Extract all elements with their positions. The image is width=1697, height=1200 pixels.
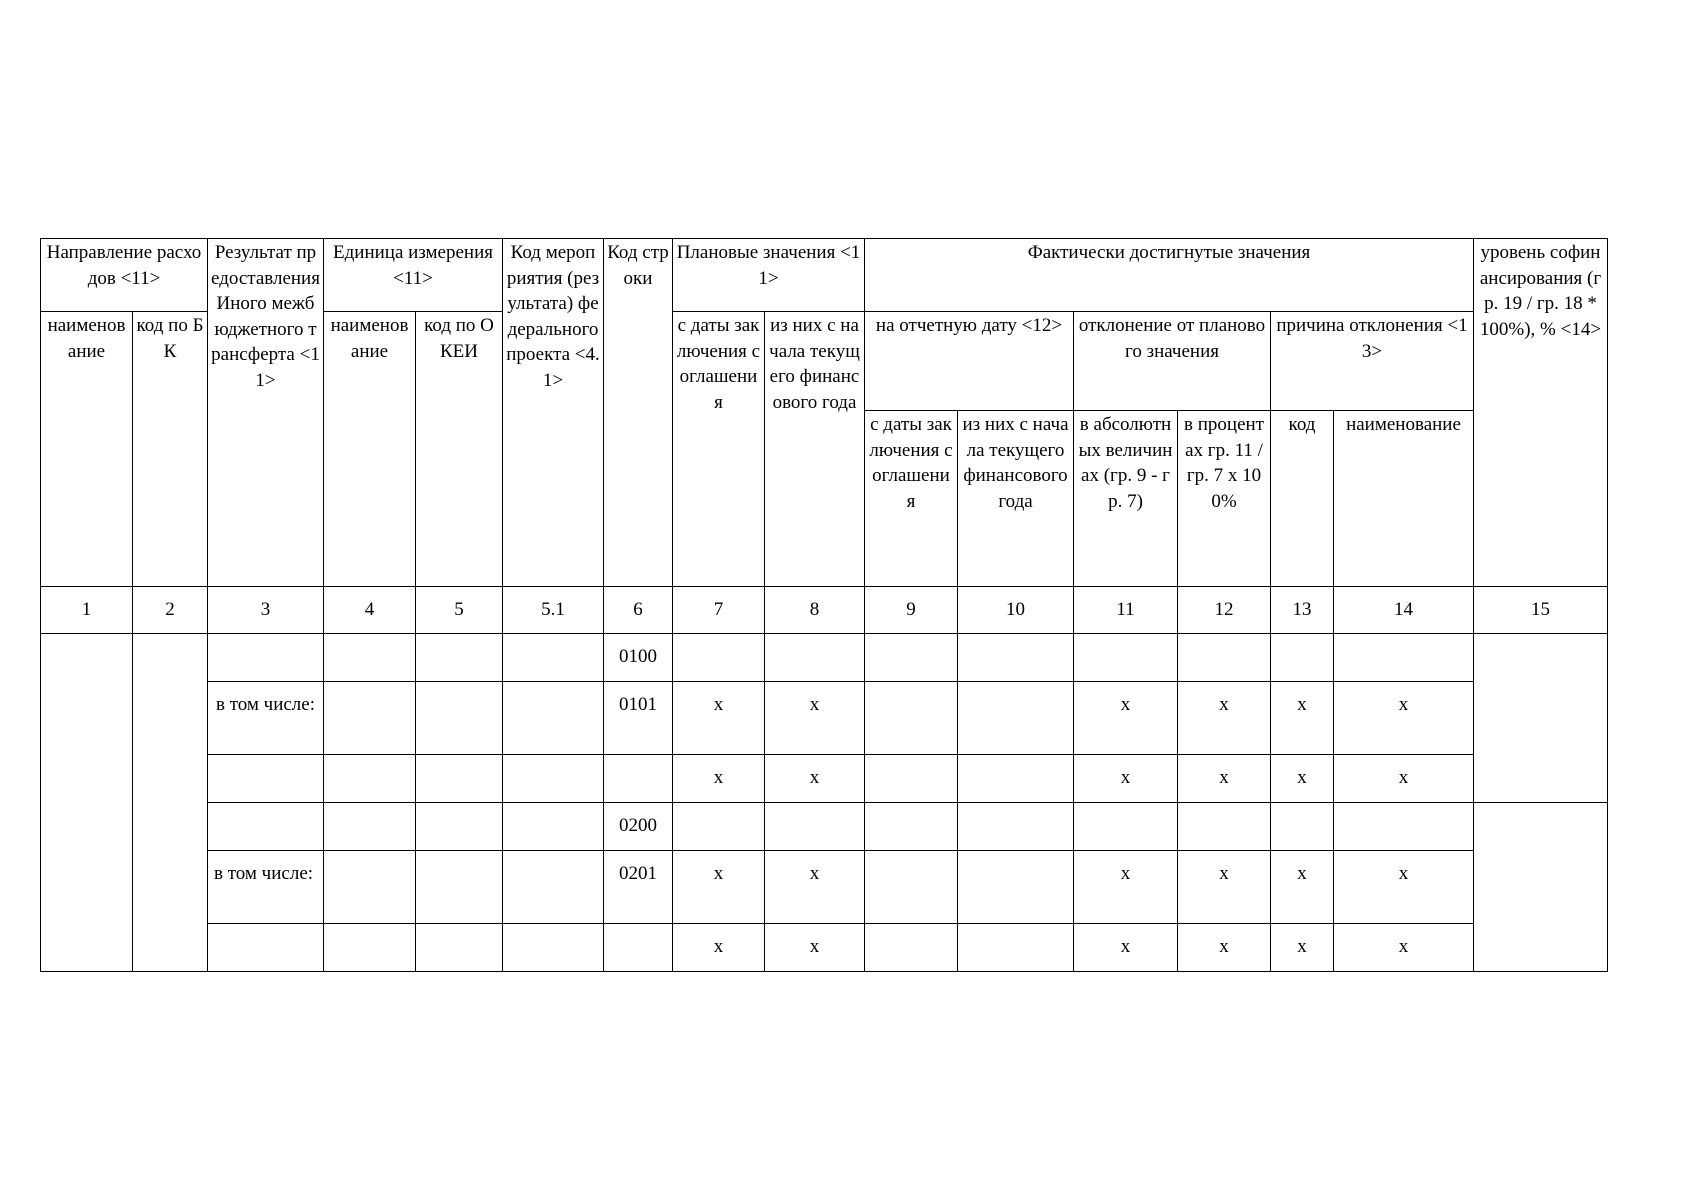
header-otklonenie: отклонение от планового значения xyxy=(1074,312,1271,411)
cell-plan-s-daty: x xyxy=(673,851,765,924)
header-edinica-okei: код по ОКЕИ xyxy=(416,312,503,587)
column-number: 7 xyxy=(673,587,765,634)
cell-kod-bk xyxy=(133,634,208,972)
cell-plan-s-daty: x xyxy=(673,755,765,803)
cell-edinica-naim xyxy=(324,634,416,682)
header-plan-s-daty: с даты заключения соглашения xyxy=(673,312,765,587)
header-kod-bk: код по БК xyxy=(133,312,208,587)
cell-fakt-s-daty xyxy=(865,803,958,851)
cell-prichina-naim: x xyxy=(1334,755,1474,803)
cell-prichina-kod: x xyxy=(1271,924,1334,972)
header-otkl-proc: в процентах гр. 11 / гр. 7 х 100% xyxy=(1178,411,1271,587)
cell-plan-s-daty xyxy=(673,634,765,682)
cell-kod-stroki: 0101 xyxy=(604,682,673,755)
cell-fakt-s-daty xyxy=(865,755,958,803)
column-number: 1 xyxy=(41,587,133,634)
column-number: 6 xyxy=(604,587,673,634)
cell-rezultat xyxy=(208,755,324,803)
header-plan-iz-nih: из них с начала текущего финансового года xyxy=(765,312,865,587)
cell-plan-iz-nih: x xyxy=(765,755,865,803)
header-edinica: Единица измерения <11> xyxy=(324,239,503,312)
cell-plan-s-daty: x xyxy=(673,682,765,755)
cell-edinica-naim xyxy=(324,682,416,755)
header-napravlenie: Направление расходов <11> xyxy=(41,239,208,312)
cell-edinica-okei xyxy=(416,924,503,972)
cell-edinica-naim xyxy=(324,851,416,924)
cell-rezultat xyxy=(208,634,324,682)
cell-plan-iz-nih: x xyxy=(765,682,865,755)
header-prichina-naim: наименование xyxy=(1334,411,1474,587)
column-number: 5.1 xyxy=(503,587,604,634)
cell-edinica-okei xyxy=(416,634,503,682)
header-fakticheski: Фактически достигнутые значения xyxy=(865,239,1474,312)
cell-otkl-abs: x xyxy=(1074,755,1178,803)
cell-fakt-iz-nih xyxy=(958,634,1074,682)
column-number-row xyxy=(41,587,1608,634)
table-row xyxy=(41,851,1608,924)
cell-otkl-proc: x xyxy=(1178,924,1271,972)
cell-kod-stroki: 0200 xyxy=(604,803,673,851)
cell-otkl-proc xyxy=(1178,803,1271,851)
cell-kod-stroki: 0100 xyxy=(604,634,673,682)
cell-edinica-okei xyxy=(416,803,503,851)
cell-rezultat: в том числе: xyxy=(208,682,324,755)
cell-edinica-naim xyxy=(324,803,416,851)
cell-prichina-naim: x xyxy=(1334,682,1474,755)
cell-plan-iz-nih: x xyxy=(765,851,865,924)
column-number: 13 xyxy=(1271,587,1334,634)
report-table xyxy=(40,238,1608,972)
cell-kod-stroki: 0201 xyxy=(604,851,673,924)
column-number: 12 xyxy=(1178,587,1271,634)
cell-fakt-s-daty xyxy=(865,851,958,924)
table-row xyxy=(41,634,1608,682)
cell-plan-s-daty: x xyxy=(673,924,765,972)
header-uroven: уровень софинансирования (гр. 19 / гр. 18 * 100%), % <14> xyxy=(1474,239,1608,587)
cell-naimenovanie xyxy=(41,634,133,972)
cell-fakt-s-daty xyxy=(865,682,958,755)
cell-fakt-s-daty xyxy=(865,924,958,972)
cell-kod-stroki xyxy=(604,924,673,972)
column-number: 5 xyxy=(416,587,503,634)
cell-plan-iz-nih xyxy=(765,803,865,851)
cell-prichina-naim xyxy=(1334,803,1474,851)
header-otkl-abs: в абсолютных величинах (гр. 9 - гр. 7) xyxy=(1074,411,1178,587)
table-row xyxy=(41,803,1608,851)
cell-prichina-kod: x xyxy=(1271,851,1334,924)
header-edinica-naim: наименование xyxy=(324,312,416,587)
cell-prichina-kod: x xyxy=(1271,682,1334,755)
header-fakt-s-daty: с даты заключения соглашения xyxy=(865,411,958,587)
header-row-1 xyxy=(41,239,1608,312)
column-number: 11 xyxy=(1074,587,1178,634)
header-prichina: причина отклонения <13> xyxy=(1271,312,1474,411)
cell-fakt-iz-nih xyxy=(958,803,1074,851)
column-number: 4 xyxy=(324,587,416,634)
column-number: 15 xyxy=(1474,587,1608,634)
cell-fakt-iz-nih xyxy=(958,851,1074,924)
cell-rezultat xyxy=(208,803,324,851)
cell-prichina-kod xyxy=(1271,803,1334,851)
header-rezultat: Результат предоставления Иного межбюджетного трансферта <11> xyxy=(208,239,324,587)
cell-fakt-iz-nih xyxy=(958,755,1074,803)
cell-kod-meropriyatiya xyxy=(503,755,604,803)
cell-plan-iz-nih: x xyxy=(765,924,865,972)
column-number: 8 xyxy=(765,587,865,634)
header-fakt-iz-nih: из них с начала текущего финансового года xyxy=(958,411,1074,587)
cell-uroven xyxy=(1474,634,1608,803)
cell-otkl-abs xyxy=(1074,634,1178,682)
cell-otkl-proc xyxy=(1178,634,1271,682)
table-row xyxy=(41,755,1608,803)
cell-otkl-proc: x xyxy=(1178,851,1271,924)
header-planovye: Плановые значения <11> xyxy=(673,239,865,312)
cell-edinica-okei xyxy=(416,682,503,755)
cell-edinica-naim xyxy=(324,924,416,972)
column-number: 14 xyxy=(1334,587,1474,634)
cell-kod-meropriyatiya xyxy=(503,851,604,924)
header-prichina-kod: код xyxy=(1271,411,1334,587)
cell-plan-iz-nih xyxy=(765,634,865,682)
cell-prichina-naim: x xyxy=(1334,924,1474,972)
cell-otkl-abs: x xyxy=(1074,924,1178,972)
header-kod-meropriyatiya: Код мероприятия (результата) федерального проекта <4.1> xyxy=(503,239,604,587)
header-kod-stroki: Код строки xyxy=(604,239,673,587)
header-naimenovanie: наименование xyxy=(41,312,133,587)
cell-prichina-naim: x xyxy=(1334,851,1474,924)
cell-prichina-naim xyxy=(1334,634,1474,682)
cell-kod-meropriyatiya xyxy=(503,634,604,682)
cell-otkl-abs xyxy=(1074,803,1178,851)
cell-fakt-s-daty xyxy=(865,634,958,682)
cell-kod-meropriyatiya xyxy=(503,682,604,755)
cell-fakt-iz-nih xyxy=(958,924,1074,972)
table-row xyxy=(41,682,1608,755)
cell-kod-meropriyatiya xyxy=(503,924,604,972)
cell-kod-stroki xyxy=(604,755,673,803)
header-na-otchetnuyu: на отчетную дату <12> xyxy=(865,312,1074,411)
cell-otkl-abs: x xyxy=(1074,682,1178,755)
cell-prichina-kod: x xyxy=(1271,755,1334,803)
column-number: 3 xyxy=(208,587,324,634)
cell-rezultat: в том числе: xyxy=(208,851,324,924)
cell-otkl-abs: x xyxy=(1074,851,1178,924)
cell-kod-meropriyatiya xyxy=(503,803,604,851)
cell-rezultat xyxy=(208,924,324,972)
cell-otkl-proc: x xyxy=(1178,682,1271,755)
column-number: 2 xyxy=(133,587,208,634)
cell-uroven xyxy=(1474,803,1608,972)
cell-edinica-okei xyxy=(416,851,503,924)
table-row xyxy=(41,924,1608,972)
cell-fakt-iz-nih xyxy=(958,682,1074,755)
column-number: 10 xyxy=(958,587,1074,634)
cell-edinica-okei xyxy=(416,755,503,803)
cell-edinica-naim xyxy=(324,755,416,803)
cell-otkl-proc: x xyxy=(1178,755,1271,803)
column-number: 9 xyxy=(865,587,958,634)
cell-prichina-kod xyxy=(1271,634,1334,682)
cell-plan-s-daty xyxy=(673,803,765,851)
